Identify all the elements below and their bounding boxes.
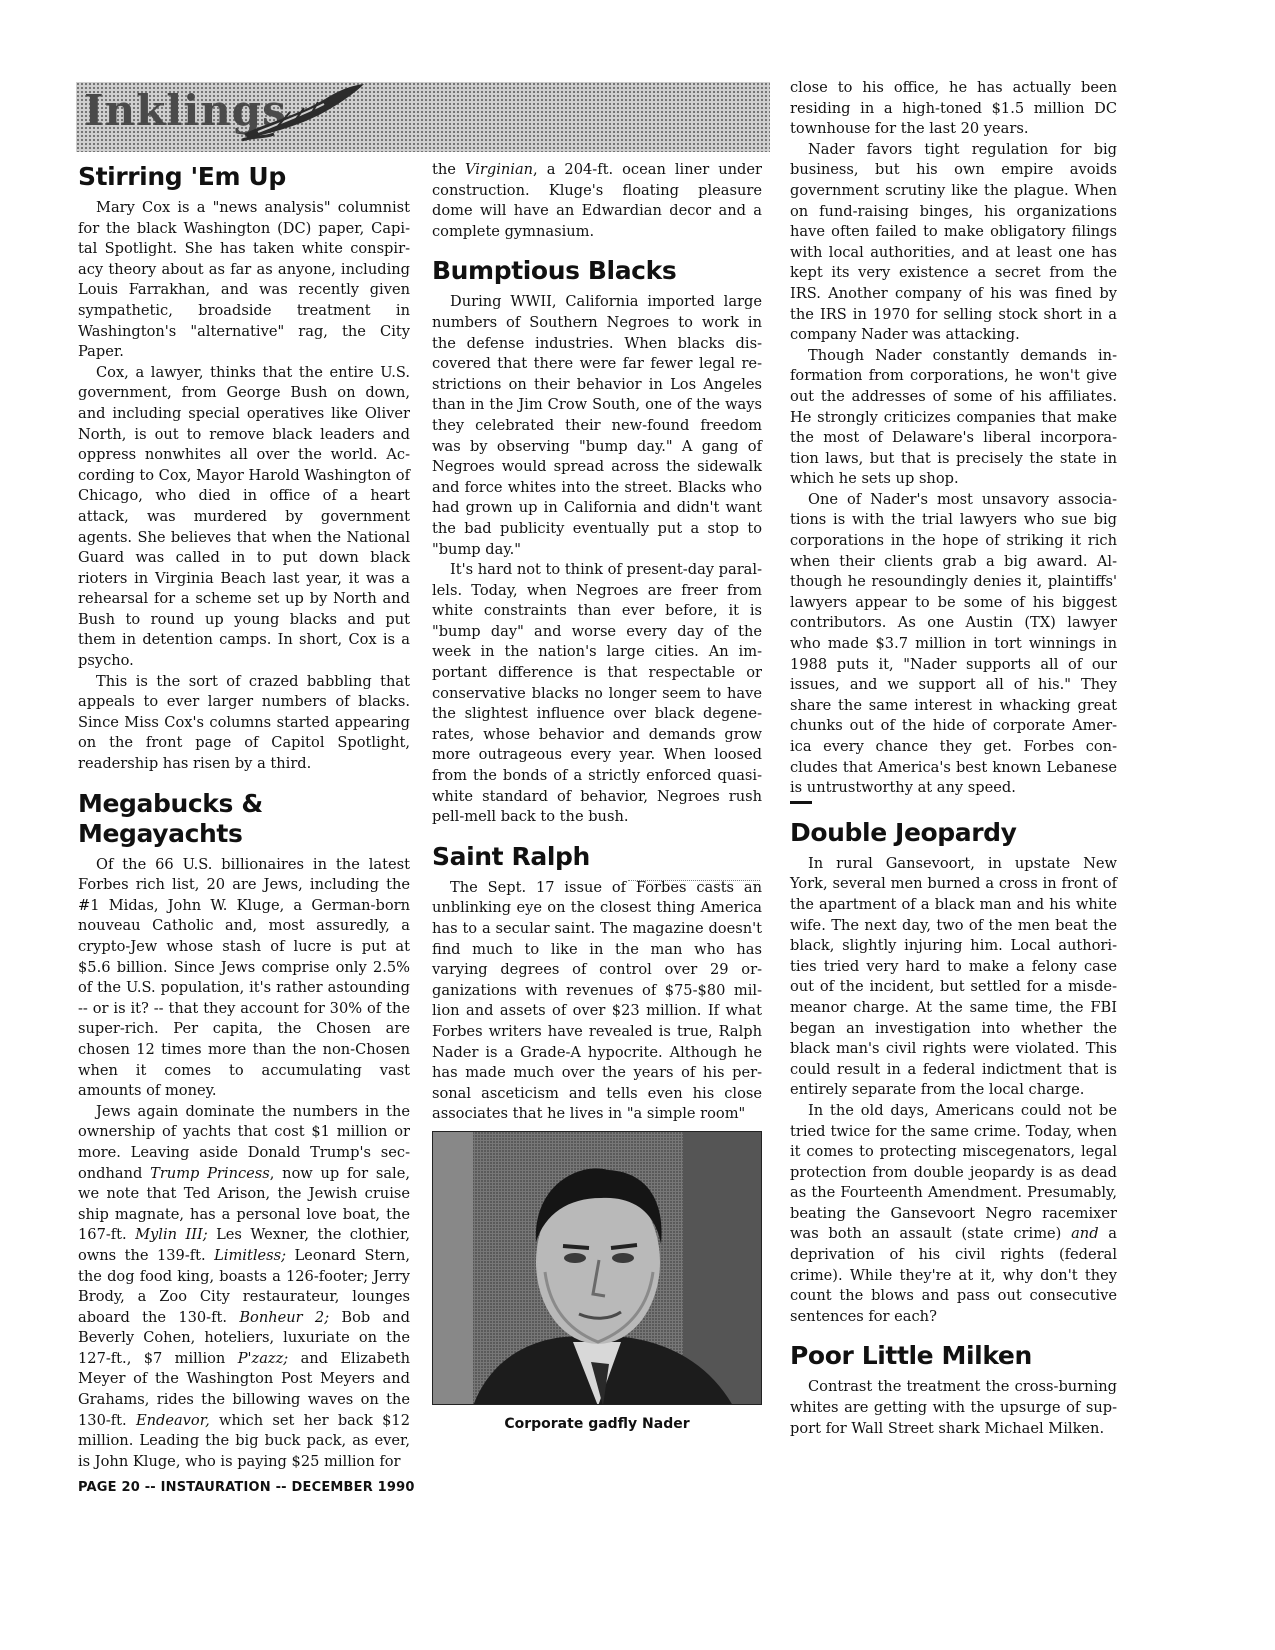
article-paragraph: It's hard not to think of present-day parallels. Today, when Negroes are freer from white constraints than ever before, it is "bump day" and worse every day of the week in the nation's large cities. An important difference is that respectable or conservative blacks no longer seem to have the slightest influence over black degenerates, whose behavior and demands grow more outrageous every year. When loosed from the bonds of a strictly enforced quasi-white standard of behavior, Negroes rush pell-mell back to the bush. — [432, 561, 762, 826]
yacht-name: P'zazz; — [237, 1349, 289, 1367]
article-paragraph: Nader favors tight regulation for big business, but his own empire avoids government scrutiny like the plague. When on fund-raising binges, his organizations have often failed to make obligatory filings with local authorities, and at least one has kept its very existence a secret from the IRS. Another company of his was fined by the IRS in 1970 for selling stock short in a company Nader was attacking. — [790, 140, 1117, 344]
headline-stirring-em-up: Stirring 'Em Up — [78, 162, 286, 191]
article-paragraph: Contrast the treatment the cross-burning whites are getting with the upsurge of support for Wall Street shark Michael Milken. — [790, 1378, 1117, 1437]
column-2 — [432, 160, 762, 1435]
article-paragraph: The Sept. 17 issue of Forbes casts an unblinking eye on the closest thing America has to a secular saint. The magazine doesn't find much to like in the man who has varying degrees of control over 29 organizations with revenues of $75-$80 million and assets of over $23 million. If what Forbes writers have revealed is true, Ralph Nader is a Grade-A hypocrite. Although he has made much over the years of his personal asceticism and tells even his close associates that he lives in "a simple room" — [432, 878, 762, 1123]
yacht-name: Endeavor, — [135, 1411, 210, 1429]
ship-name: Virginian — [464, 161, 534, 178]
headline-saint-ralph: Saint Ralph — [432, 841, 590, 871]
emphasis-text: and — [1071, 1225, 1099, 1243]
article-paragraph: One of Nader's most unsavory associations is with the trial lawyers who sue big corporations in the hope of striking it rich when their clients grab a big award. Although he resoundingly denies it, plaintiffs' lawyers appear to be some of his biggest contributors. As one Austin (TX) lawyer who made $3.7 million in tort winnings in 1988 puts it, "Nader supports all of our issues, and we support all of his." They share the same interest in whacking great chunks out of the hide of corporate America every chance they get. Forbes concludes that America's best known Lebanese is untrustworthy at any speed. — [790, 490, 1117, 797]
quill-pen-icon — [238, 82, 368, 146]
article-paragraph: the Virginian, a 204-ft. ocean liner under construction. Kluge's floating pleasure dome will have an Edwardian decor and a complete gymnasium. — [432, 161, 762, 240]
headline-double-jeopardy: Double Jeopardy — [790, 817, 1017, 847]
portrait-photo — [432, 1131, 762, 1405]
decorative-dotted-line — [628, 880, 760, 881]
photo-caption: Corporate gadfly Nader — [504, 1415, 690, 1432]
article-paragraph: Of the 66 U.S. billionaires in the latest Forbes rich list, 20 are Jews, including the #1 Midas, John W. Kluge, a German-born nouveau Catholic and, most assuredly, a crypto-Jew whose stash of lucre is put at $5.6 billion. Since Jews comprise only 2.5% of the U.S. population, it's rather astounding -- or is it? -- that they account for 30% of the super-rich. Per capita, the Chosen are chosen 12 times more than the non-Chosen when it comes to accumulating vast amounts of money. — [78, 855, 410, 1100]
headline-megabucks-megayachts: Megabucks & Megayachts — [78, 788, 263, 848]
headline-bumptious-blacks: Bumptious Blacks — [432, 256, 677, 286]
headline-poor-little-milken: Poor Little Milken — [790, 1341, 1032, 1371]
article-paragraph: In the old days, Americans could not be tried twice for the same crime. Today, when it comes to protecting miscegenators, legal protection from double jeopardy is as dead as the Fourteenth Amendment. Presumably, beating the Gansevoort Negro racemixer was both an assault (state crime) and a deprivation of his civil rights (federal crime). While they're at it, why don't they count the blows and pass out consecutive sentences for each? — [790, 1101, 1117, 1325]
article-paragraph: Jews again dominate the numbers in the ownership of yachts that cost $1 million or more. Leaving aside Donald Trump's secondhand Trump Princess, now up for sale, we note that Ted Arison, the Jewish cruise ship magnate, has a personal love boat, the 167-ft. Mylin III; Les Wexner, the clothier, owns the 139-ft. Limitless; Leonard Stern, the dog food king, boasts a 126-footer; Jerry Brody, a Zoo City restaurateur, lounges aboard the 130-ft. Bonheur 2; Bob and Beverly Cohen, hoteliers, luxuriate on the 127-ft., $7 million P'zazz; and Elizabeth Meyer of the Washington Post Meyers and Grahams, rides the billowing waves on the 130-ft. Endeavor, which set her back $12 million. Leading the big buck pack, as ever, is John Kluge, who is paying $25 million for — [78, 1102, 410, 1470]
article-paragraph: In rural Gansevoort, in upstate New York, several men burned a cross in front of the apartment of a black man and his white wife. The next day, two of the men beat the black, slightly injuring him. Local authorities tried very hard to make a felony case out of the incident, but settled for a misdemeanor charge. At the same time, the FBI began an investigation into whether the black man's civil rights were violated. This could result in a federal indictment that is entirely separate from the local charge. — [790, 854, 1117, 1099]
article-paragraph: This is the sort of crazed babbling that appeals to ever larger numbers of blacks. Since Miss Cox's columns started appearing on the front page of Capitol Spotlight, readership has risen by a third. — [78, 672, 410, 773]
page-footer: PAGE 20 -- INSTAURATION -- DECEMBER 1990 — [78, 1480, 415, 1495]
section-title: Inklings — [84, 86, 287, 135]
section-banner — [76, 82, 770, 152]
yacht-name: Trump Princess — [150, 1164, 270, 1182]
article-paragraph: Though Nader constantly demands information from corporations, he won't give out the addresses of some of his affiliates. He strongly criticizes companies that make the most of Delaware's liberal incorporation laws, but that is precisely the state in which he sets up shop. — [790, 346, 1117, 488]
portrait-image — [433, 1132, 762, 1405]
column-3 — [790, 78, 1117, 1439]
article-paragraph: close to his office, he has actually been residing in a high-toned $1.5 million DC townhouse for the last 20 years. — [790, 79, 1117, 138]
article-paragraph: During WWII, California imported large numbers of Southern Negroes to work in the defense industries. When blacks discovered that there were far fewer legal restrictions on their behavior in Los Angeles than in the Jim Crow South, one of the ways they celebrated their new-found freedom was by observing "bump day." A gang of Negroes would spread across the sidewalk and force whites into the street. Blacks who had grown up in California and didn't want the bad publicity eventually put a stop to "bump day." — [432, 293, 762, 558]
article-paragraph: Cox, a lawyer, thinks that the entire U.S. government, from George Bush on down, and including special operatives like Oliver North, is out to remove black leaders and oppress nonwhites all over the world. According to Cox, Mayor Harold Washington of Chicago, who died in office of a heart attack, was murdered by government agents. She believes that when the National Guard was called in to put down black rioters in Virginia Beach last year, it was a rehearsal for a scheme set up by North and Bush to round up young blacks and put them in detention camps. In short, Cox is a psycho. — [78, 363, 410, 670]
article-paragraph: Mary Cox is a "news analysis" columnist for the black Washington (DC) paper, Capital Spotlight. She has taken white conspiracy theory about as far as anyone, including Louis Farrakhan, and was recently given sympathetic, broadside treatment in Washington's "alternative" rag, the City Paper. — [78, 199, 410, 361]
column-1 — [78, 162, 410, 1472]
yacht-name: Bonheur 2; — [239, 1308, 330, 1326]
yacht-name: Limitless; — [214, 1246, 287, 1264]
yacht-name: Mylin III; — [135, 1226, 208, 1244]
